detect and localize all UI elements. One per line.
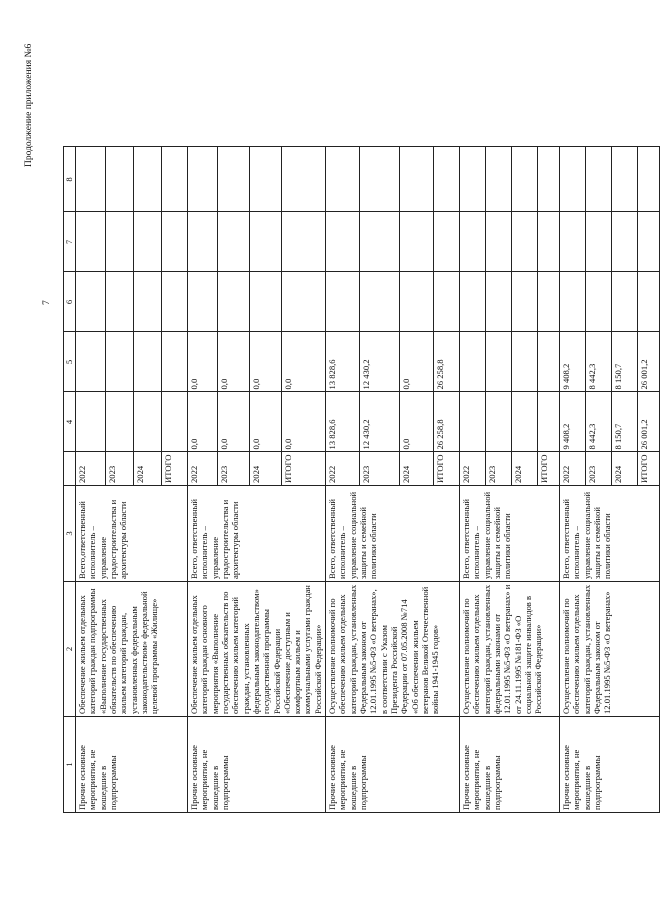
amount-cell: 0,0 [400,332,434,392]
empty-cell [560,212,586,272]
empty-cell [134,147,162,212]
amount-cell: 0,0 [188,392,218,452]
amount-cell: 13 828,6 [326,332,360,392]
amount-cell [106,392,134,452]
amount-cell: 8 150,7 [612,332,638,392]
section-activity: Обеспечение жильем отдельных категорий граждан основного мероприятия «Выполнение государственных обязательств по обеспечению жильем категорий граждан, установленных федеральным законодательством» государственной программы Российской Федерации «Обеспечение доступным и комфортным жильем и коммунальными услугами граждан Российской Федерации» [188,582,326,717]
amount-cell: 26 258,8 [434,332,460,392]
section-activity: Осуществление полномочий по обеспечению жильем отдельных категорий граждан, установленных федеральными законами от 12.01.1995 №5-ФЗ «О ветеранах» и от 24.11.1995 №181-ФЗ «О социальной защите инвалидов в Российской Федерации» [460,582,560,717]
empty-cell [512,272,538,332]
amount-cell: 12 430,2 [360,392,400,452]
empty-cell [586,212,612,272]
amount-cell: 0,0 [188,332,218,392]
empty-cell [188,272,218,332]
empty-cell [460,272,486,332]
empty-cell [460,147,486,212]
amount-cell [162,392,188,452]
year-cell: 2023 [486,452,512,486]
amount-cell: 26 001,2 [638,332,660,392]
page-number: 7 [42,300,52,305]
column-number: 1 [64,717,76,813]
empty-cell [218,147,250,212]
amount-cell: 0,0 [218,392,250,452]
column-number: 4 [64,392,76,452]
amount-cell: 8 442,3 [586,392,612,452]
empty-cell [360,147,400,212]
table-row [76,147,106,813]
empty-cell [134,272,162,332]
amount-cell: 9 408,2 [560,392,586,452]
empty-cell [106,147,134,212]
amount-cell: 0,0 [250,392,282,452]
empty-cell [106,272,134,332]
column-number-year [64,452,76,486]
section-activity: Осуществление полномочий по обеспечению жильем отдельных категорий граждан, установленных Федеральным законом от 12.01.1995 №5-ФЗ «О ветеранах», в соответствии с Указом Президента Российской Федерации от 07.05.2008 №714 «Об обеспечении жильем ветеранов Великой Отечественной войны 1941-1945 годов» [326,582,460,717]
year-cell: 2022 [460,452,486,486]
empty-cell [76,147,106,212]
year-cell: 2024 [512,452,538,486]
continuation-label: Продолжение приложения №6 [24,43,34,167]
amount-cell [76,332,106,392]
empty-cell [188,212,218,272]
section-category: Прочие основные мероприятия, не вошедшие в подпрограммы [460,717,560,813]
empty-cell [586,147,612,212]
section-activity: Обеспечение жильем отдельных категорий граждан подпрограммы «Выполнение государственных обязательств по обеспечению жильем категорий граждан, установленных федеральным законодательством» федеральной целевой программы «Жилище» [76,582,188,717]
section-executor: Всего,ответственный исполнитель – управление градостроительства и архитектуры области [76,486,188,582]
year-cell: 2023 [586,452,612,486]
empty-cell [434,272,460,332]
empty-cell [486,212,512,272]
amount-cell: 0,0 [400,392,434,452]
empty-cell [162,147,188,212]
year-cell: ИТОГО [434,452,460,486]
empty-cell [586,272,612,332]
year-cell: 2023 [106,452,134,486]
financing-table [63,146,660,813]
year-cell: ИТОГО [538,452,560,486]
amount-cell [460,392,486,452]
column-number-row [64,147,76,813]
empty-cell [250,212,282,272]
amount-cell: 8 150,7 [612,392,638,452]
section-category: Прочие основные мероприятия, не вошедшие в подпрограммы [76,717,188,813]
empty-cell [538,212,560,272]
amount-cell [538,392,560,452]
empty-cell [638,212,660,272]
empty-cell [282,272,326,332]
year-cell: 2022 [560,452,586,486]
empty-cell [538,272,560,332]
amount-cell [512,392,538,452]
amount-cell: 12 430,2 [360,332,400,392]
amount-cell: 0,0 [218,332,250,392]
empty-cell [400,147,434,212]
table-body [76,147,660,813]
amount-cell [134,392,162,452]
empty-cell [512,212,538,272]
empty-cell [612,212,638,272]
empty-cell [400,272,434,332]
empty-cell [360,212,400,272]
year-cell: ИТОГО [638,452,660,486]
empty-cell [538,147,560,212]
empty-cell [282,212,326,272]
empty-cell [638,272,660,332]
amount-cell: 13 828,6 [326,392,360,452]
year-cell: ИТОГО [162,452,188,486]
year-cell: 2023 [218,452,250,486]
table-row [460,147,486,813]
column-number: 8 [64,147,76,212]
amount-cell [106,332,134,392]
column-number: 7 [64,212,76,272]
amount-cell: 9 408,2 [560,332,586,392]
amount-cell [512,332,538,392]
amount-cell: 26 258,8 [434,392,460,452]
empty-cell [434,147,460,212]
empty-cell [512,147,538,212]
amount-cell [486,392,512,452]
empty-cell [326,272,360,332]
amount-cell: 8 442,3 [586,332,612,392]
empty-cell [460,212,486,272]
table-row [560,147,586,813]
column-number: 6 [64,272,76,332]
column-number: 2 [64,582,76,717]
empty-cell [326,212,360,272]
amount-cell: 26 001,2 [638,392,660,452]
amount-cell [538,332,560,392]
table-row [188,147,218,813]
empty-cell [560,147,586,212]
amount-cell [162,332,188,392]
column-number: 5 [64,332,76,392]
empty-cell [162,272,188,332]
table-row [326,147,360,813]
empty-cell [162,212,188,272]
section-activity: Осуществление полномочий по обеспечению жильем отдельных категорий граждан, установленных Федеральным законом от 12.01.1995 №5-ФЗ «О ветеранах» [560,582,660,717]
year-cell: ИТОГО [282,452,326,486]
empty-cell [638,147,660,212]
empty-cell [486,147,512,212]
empty-cell [360,272,400,332]
section-category: Прочие основные мероприятия, не вошедшие в подпрограммы [560,717,660,813]
empty-cell [612,147,638,212]
year-cell: 2022 [188,452,218,486]
year-cell: 2024 [612,452,638,486]
empty-cell [250,272,282,332]
empty-cell [434,212,460,272]
empty-cell [250,147,282,212]
amount-cell [134,332,162,392]
empty-cell [188,147,218,212]
empty-cell [106,212,134,272]
amount-cell [486,332,512,392]
amount-cell [76,392,106,452]
empty-cell [134,212,162,272]
year-cell: 2022 [76,452,106,486]
section-executor: Всего, ответственный исполнитель – управление социальной защиты и семейной политики области [326,486,460,582]
year-cell: 2024 [400,452,434,486]
year-cell: 2024 [134,452,162,486]
section-category: Прочие основные мероприятия, не вошедшие в подпрограммы [326,717,460,813]
amount-cell: 0,0 [282,392,326,452]
empty-cell [326,147,360,212]
section-category: Прочие основные мероприятия, не вошедшие в подпрограммы [188,717,326,813]
section-executor: Всего, ответственный исполнитель – управление социальной защиты и семейной политики области [560,486,660,582]
empty-cell [76,212,106,272]
amount-cell [460,332,486,392]
empty-cell [612,272,638,332]
year-cell: 2023 [360,452,400,486]
amount-cell: 0,0 [282,332,326,392]
empty-cell [282,147,326,212]
empty-cell [218,272,250,332]
empty-cell [560,272,586,332]
section-executor: Всего, ответственный исполнитель – управление социальной защиты и семейной политики области [460,486,560,582]
empty-cell [400,212,434,272]
column-number: 3 [64,486,76,582]
year-cell: 2022 [326,452,360,486]
section-executor: Всего, ответственный исполнитель – управление градостроительства и архитектуры области [188,486,326,582]
empty-cell [76,272,106,332]
amount-cell: 0,0 [250,332,282,392]
empty-cell [218,212,250,272]
year-cell: 2024 [250,452,282,486]
empty-cell [486,272,512,332]
